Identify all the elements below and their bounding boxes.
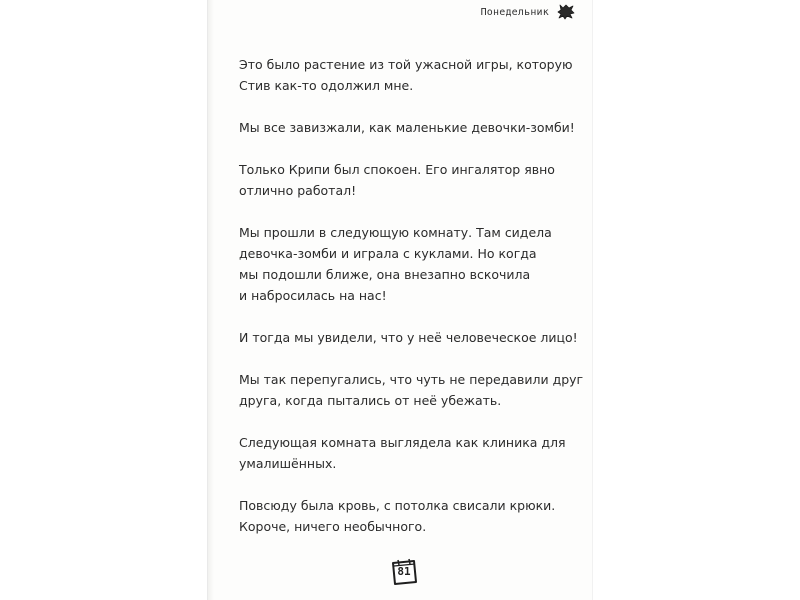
paragraph [239,495,589,537]
page-number-badge [389,558,419,586]
text-line: Мы все завизжали, как маленькие девочки-зомби! [239,120,575,135]
paragraph [239,117,589,138]
paragraph [239,159,589,201]
paragraph [239,327,589,348]
text-line: друга, когда пытались от неё убежать. [239,393,502,408]
text-line: Мы прошли в следующую комнату. Там сидела [239,225,552,240]
text-line: и набросилась на нас! [239,288,387,303]
text-line: Стив как-то одолжил мне. [239,78,414,93]
text-line: Только Крипи был спокоен. Его ингалятор явно [239,162,555,177]
text-line: Следующая комната выглядела как клиника для [239,435,566,450]
splat-icon [557,4,575,20]
paragraph [239,222,589,306]
text-line: Мы так перепугались, что чуть не передавили друг [239,372,584,387]
page-number: 81 [397,565,411,578]
text-line: умалишённых. [239,456,337,471]
paragraph [239,432,589,474]
text-line: И тогда мы увидели, что у неё человеческое лицо! [239,330,578,345]
text-line: Короче, ничего необычного. [239,519,427,534]
header-day-label: Понедельник [480,6,549,18]
text-line: Это было растение из той ужасной игры, которую [239,57,573,72]
paragraph [239,54,589,96]
running-header [481,4,575,20]
story-text [239,54,589,558]
text-line: отлично работал! [239,183,357,198]
spine-shadow [208,0,214,600]
paragraph [239,369,589,411]
text-line: Повсюду была кровь, с потолка свисали крюки. [239,498,556,513]
text-line: мы подошли ближе, она внезапно вскочила [239,267,531,282]
text-line: девочка-зомби и играла с куклами. Но когда [239,246,537,261]
